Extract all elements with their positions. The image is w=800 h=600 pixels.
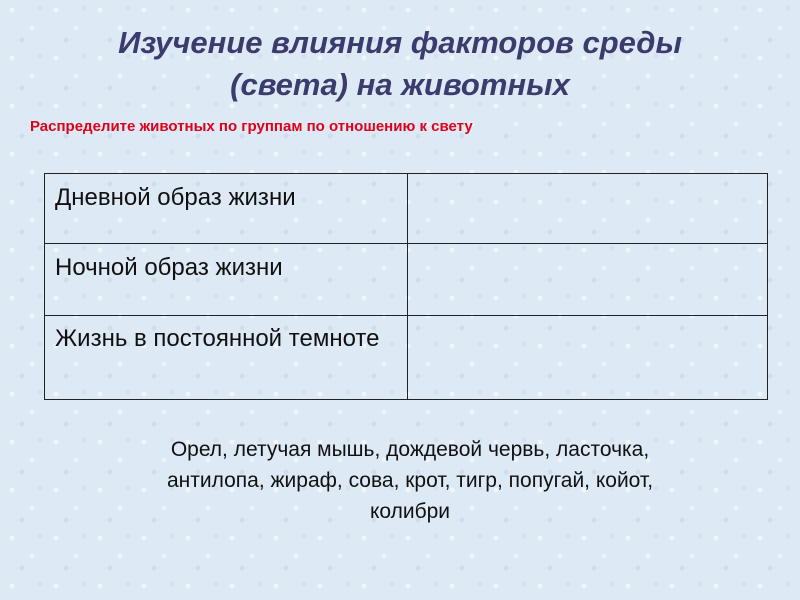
slide-title-line-1: Изучение влияния факторов среды [118, 25, 682, 60]
animals-list [70, 434, 750, 527]
slide-title-line-2: (света) на животных [230, 67, 570, 102]
animals-line-3: колибри [369, 500, 451, 523]
row-label-diurnal: Дневной образ жизни [45, 174, 408, 244]
slide-title [0, 22, 800, 106]
row-label-darkness: Жизнь в постоянной темноте [45, 316, 408, 400]
table-row [45, 174, 768, 244]
row-label-nocturnal: Ночной образ жизни [45, 244, 408, 316]
answer-cell-diurnal[interactable] [408, 174, 768, 244]
instruction-text: Распределите животных по группам по отношению к свету [30, 118, 473, 135]
answer-cell-darkness[interactable] [408, 316, 768, 400]
answer-cell-nocturnal[interactable] [408, 244, 768, 316]
groups-table [44, 173, 768, 400]
animals-line-2: антилопа, жираф, сова, крот, тигр, попугай, койот, [166, 469, 654, 492]
table-row [45, 316, 768, 400]
table-row [45, 244, 768, 316]
animals-line-1: Орел, летучая мышь, дождевой червь, ласточка, [170, 438, 650, 461]
